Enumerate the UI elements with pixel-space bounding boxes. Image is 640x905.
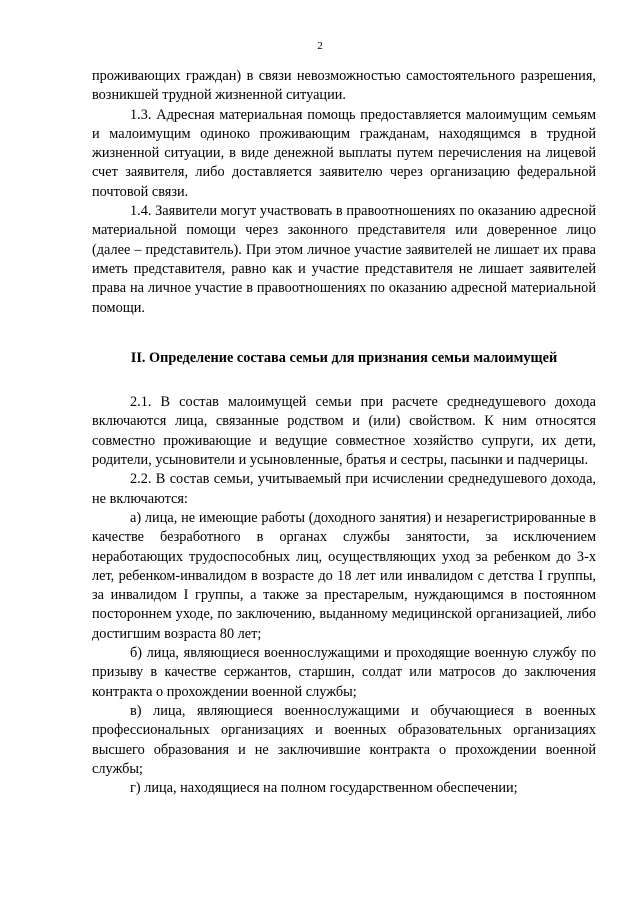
list-item-g: г) лица, находящиеся на полном государственном обеспечении; <box>130 780 518 797</box>
section-heading: II. Определение состава семьи для признания семьи малоимущей <box>130 349 558 366</box>
paragraph-2-2: 2.2. В состав семьи, учитываемый при исчислении среднедушевого дохода, не включаются: <box>92 471 596 507</box>
paragraph-1-3: 1.3. Адресная материальная помощь предоставляется малоимущим семьям и малоимущим одиноко проживающим гражданам, находящимся в трудной жизненной ситуации, в виде денежной выплаты путем перечисления на лицевой счет заявителя, либо доставляется заявителю через организацию федеральной почтовой связи. <box>92 106 596 200</box>
paragraph-continuation: проживающих граждан) в связи невозможностью самостоятельного разрешения, возникшей трудной жизненной ситуации. <box>92 68 596 104</box>
page-number: 2 <box>317 40 323 52</box>
list-item-b: б) лица, являющиеся военнослужащими и проходящие военную службу по призыву в качестве сержантов, старшин, солдат или матросов до заключения контракта о прохождении военной службы; <box>92 645 596 700</box>
list-item-a: а) лица, не имеющие работы (доходного занятия) и незарегистрированные в качестве безработного в органах службы занятости, за исключением неработающих трудоспособных лиц, осуществляющих уход за ребенком до 3-х лет, ребенком-инвалидом в возрасте до 18 лет или инвалидом с детства I группы, за инвалидом I группы, а также за престарелым, нуждающимся в постоянном постороннем уходе, по заключению, выданному медицинской организацией, либо достигшим возраста 80 лет; <box>92 509 596 642</box>
list-item-v: в) лица, являющиеся военнослужащими и обучающиеся в военных профессиональных организациях и военных образовательных организациях высшего образования и не заключившие контракта о прохождении военной службы; <box>92 702 596 777</box>
paragraph-2-1: 2.1. В состав малоимущей семьи при расчете среднедушевого дохода включаются лица, связанные родством и (или) свойством. К ним относятся совместно проживающие и ведущие совместное хозяйство супруги, их дети, родители, усыновители и усыновленные, братья и сестры, пасынки и падчерицы. <box>92 394 596 469</box>
document-body <box>92 67 596 798</box>
paragraph-1-4: 1.4. Заявители могут участвовать в правоотношениях по оказанию адресной материальной помощи через законного представителя или доверенное лицо (далее – представитель). При этом личное участие заявителей не лишает их права иметь представителя, равно как и участие представителя не лишает заявителей права на личное участие в правоотношениях по оказанию адресной материальной помощи. <box>92 203 596 316</box>
